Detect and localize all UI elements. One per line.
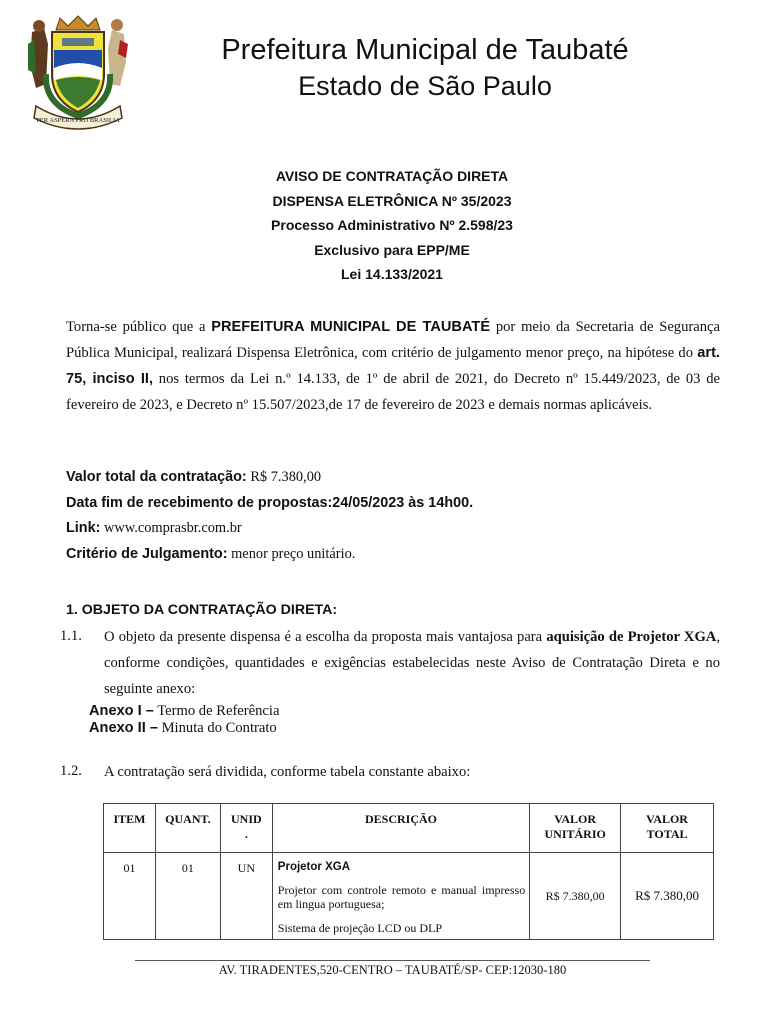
cell-quant: 01 xyxy=(155,853,220,940)
notice-heading xyxy=(190,164,594,287)
table-header-row xyxy=(104,804,714,853)
link-line xyxy=(66,516,473,542)
notice-line-2: DISPENSA ELETRÔNICA Nº 35/2023 xyxy=(272,192,512,209)
item-1-1-part-a: O objeto da presente dispensa é a escolha da proposta mais vantajosa para xyxy=(104,629,547,645)
intro-text-3: nos termos da Lei n.º 14.133, de 1º de abril de 2021, do Decreto nº 15.449/2023, de 03 de fevereiro de 2023, e Decreto nº 15.507/2023,de 17 de fevereiro de 2023 e demais normas aplicáveis. xyxy=(66,371,720,413)
item-1-1-text xyxy=(104,624,720,702)
link-value[interactable]: www.comprasbr.com.br xyxy=(100,520,242,536)
header-unit-value-line-1: VALOR xyxy=(554,812,597,826)
header-subtitle: Estado de São Paulo xyxy=(298,71,552,101)
header-total-value xyxy=(621,804,714,853)
cell-unid: UN xyxy=(220,853,272,940)
criteria-label: Critério de Julgamento: xyxy=(66,545,228,562)
intro-bold-article: art. 75, inciso II, xyxy=(66,345,720,387)
total-value-label: Valor total da contratação: xyxy=(66,469,247,485)
annex-2-text: Minuta do Contrato xyxy=(157,720,277,736)
section-1-title: 1. OBJETO DA CONTRATAÇÃO DIRETA: xyxy=(66,602,338,618)
intro-bold-entity: PREFEITURA MUNICIPAL DE TAUBATÉ xyxy=(211,319,491,335)
item-1-2-number: 1.2. xyxy=(60,763,82,779)
header-description: DESCRIÇÃO xyxy=(272,804,529,853)
deadline-line: Data fim de recebimento de propostas:24/05/2023 às 14h00. xyxy=(66,494,474,511)
table-row xyxy=(104,853,714,940)
annex-1-text: Termo de Referência xyxy=(153,703,280,719)
header-total-value-line-2: TOTAL xyxy=(646,827,688,841)
item-1-1-object: aquisição de Projetor XGA xyxy=(546,629,717,645)
footer-address: AV. TIRADENTES,520-CENTRO – TAUBATÉ/SP- CEP:12030-180 xyxy=(218,963,567,977)
header-total-value-line-1: VALOR xyxy=(646,812,688,826)
coat-of-arms-logo xyxy=(22,14,134,134)
items-table xyxy=(103,803,714,940)
notice-line-4: Exclusivo para EPP/ME xyxy=(314,241,470,258)
header-unit-value-line-2: UNITÁRIO xyxy=(544,827,606,841)
header-title: Prefeitura Municipal de Taubaté xyxy=(221,34,629,66)
header-unit-value xyxy=(530,804,621,853)
link-label: Link: xyxy=(66,520,101,536)
cell-unit-value: R$ 7.380,00 xyxy=(530,853,621,940)
notice-line-5: Lei 14.133/2021 xyxy=(341,266,443,282)
criteria-value: menor preço unitário. xyxy=(227,545,356,562)
annex-1 xyxy=(89,703,279,720)
total-value-line xyxy=(66,465,473,491)
notice-line-3: Processo Administrativo Nº 2.598/23 xyxy=(271,217,513,233)
product-spec-2: Sistema de projeção LCD ou DLP xyxy=(277,921,443,935)
annex-list xyxy=(89,703,279,737)
intro-text-1: Torna-se público que a xyxy=(66,319,212,335)
annex-2-label: Anexo II – xyxy=(89,720,158,736)
crest-motto: PER ASPERA PRO BRASILIA xyxy=(36,117,120,124)
cell-item: 01 xyxy=(104,853,156,940)
product-name: Projetor XGA xyxy=(277,861,351,873)
item-1-2-text: A contratação será dividida, conforme tabela constante abaixo: xyxy=(104,764,471,780)
total-value: R$ 7.380,00 xyxy=(246,469,322,485)
header-unid-line-1: UNID xyxy=(231,812,262,826)
cell-description xyxy=(272,853,529,940)
notice-line-1: AVISO DE CONTRATAÇÃO DIRETA xyxy=(275,168,509,184)
item-1-1-part-c: , conforme condições, quantidades e exigências estabelecidas neste Aviso de Contratação Direta e no seguinte anexo: xyxy=(104,629,720,697)
product-spec-1: Projetor com controle remoto e manual impresso em lingua portuguesa; xyxy=(277,883,526,911)
header-quant: QUANT. xyxy=(155,804,220,853)
header-unid xyxy=(220,804,272,853)
annex-2 xyxy=(89,720,279,737)
intro-text-2: por meio da Secretaria de Segurança Pública Municipal, realizará Dispensa Eletrônica, com critério de julgamento menor preço, na hipótese do xyxy=(66,319,720,361)
contract-info xyxy=(66,465,473,567)
item-1-1-number: 1.1. xyxy=(60,628,82,644)
cell-total-value: R$ 7.380,00 xyxy=(621,853,714,940)
header-item: ITEM xyxy=(104,804,156,853)
criteria-line xyxy=(66,542,473,568)
footer-divider xyxy=(135,960,650,961)
intro-paragraph xyxy=(66,314,720,418)
header-unid-line-2: . xyxy=(244,827,248,841)
annex-1-label: Anexo I – xyxy=(89,703,154,719)
